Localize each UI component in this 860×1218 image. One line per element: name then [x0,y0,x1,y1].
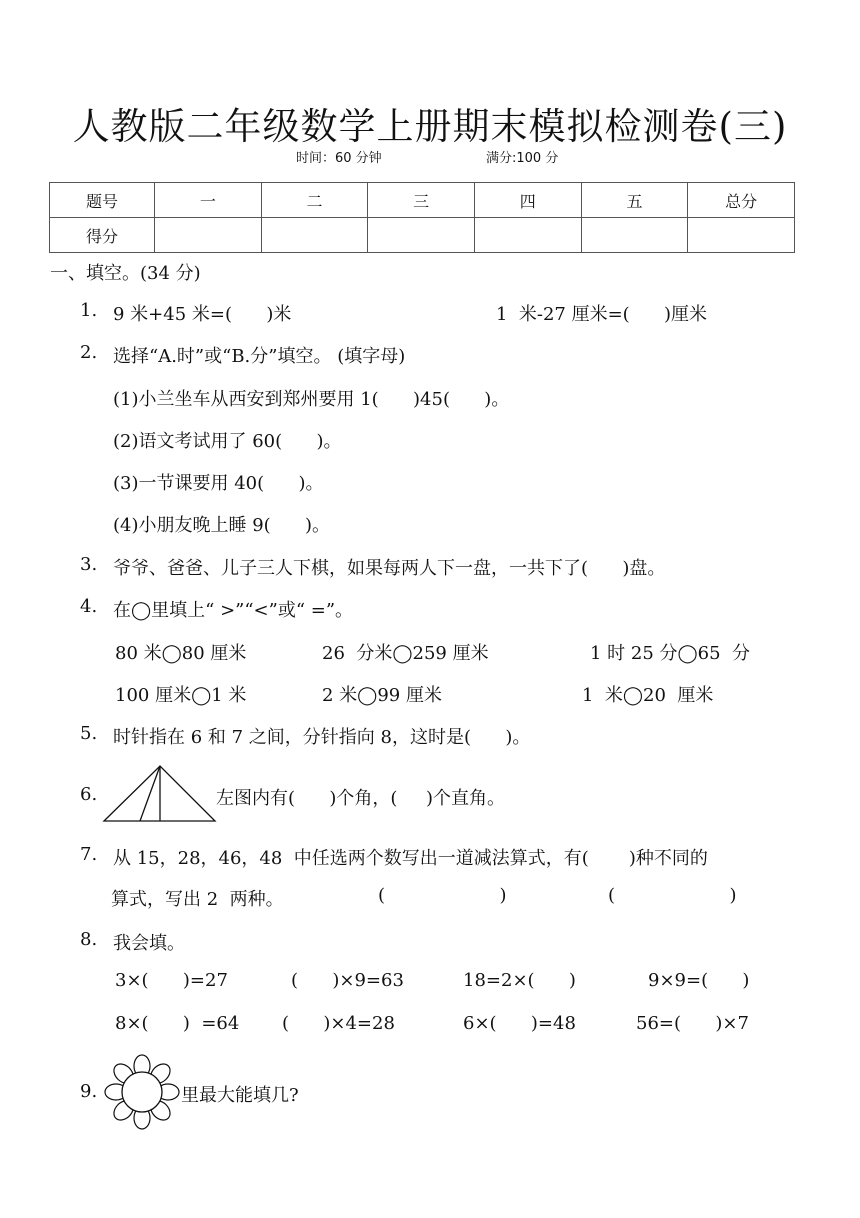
equation-item: ( )×9=63 [291,970,404,991]
question-number: 4. [80,596,98,617]
score-table-header: 一 [155,183,262,218]
equation-item: 9×9=( ) [648,970,750,991]
score-cell[interactable] [155,218,262,253]
q1-part-b: 1 米-27 厘米=( )厘米 [496,304,708,325]
compare-item: 1 时 25 分◯65 分 [590,643,751,664]
q2-item: (4)小朋友晚上睡 9( )。 [113,515,331,536]
q8-stem: 我会填。 [113,933,185,954]
q1-part-a: 9 米+45 米=( )米 [113,304,292,325]
q2-item: (3)一节课要用 40( )。 [113,473,324,494]
equation-item: 18=2×( ) [463,970,576,991]
q2-item: (1)小兰坐车从西安到郑州要用 1( )45( )。 [113,389,510,410]
equation-item: 6×( )=48 [463,1013,576,1034]
score-cell[interactable] [261,218,368,253]
flower-icon [104,1054,180,1130]
q2-stem: 选择“A.时”或“B.分”填空。 (填字母) [113,346,406,367]
compare-item: 80 米◯80 厘米 [115,643,247,664]
q9-text: 里最大能填几? [181,1085,299,1106]
q6-text: 左图内有( )个角，( )个直角。 [216,788,506,809]
question-number: 3. [80,554,98,575]
score-table-score-row [50,218,795,253]
question-number: 9. [80,1081,98,1102]
q2-item: (2)语文考试用了 60( )。 [113,431,342,452]
question-number: 7. [80,844,98,865]
section-heading: 一、填空。(34 分) [50,263,201,284]
q4-stem: 在◯里填上“ >”“<”或“ =”。 [113,600,354,621]
answer-blank[interactable]: ( ) [378,885,507,906]
compare-item: 2 米◯99 厘米 [322,685,442,706]
compare-item: 100 厘米◯1 米 [115,685,247,706]
score-table-header: 题号 [50,183,155,218]
score-table-header-row [50,183,795,218]
question-number: 2. [80,342,98,363]
compare-item: 26 分米◯259 厘米 [322,643,489,664]
score-cell[interactable] [581,218,688,253]
score-table-header: 五 [581,183,688,218]
score-table-header: 二 [261,183,368,218]
question-number: 8. [80,929,98,950]
answer-blank[interactable]: ( ) [608,885,737,906]
question-number: 1. [80,300,98,321]
score-cell[interactable] [368,218,475,253]
equation-item: 3×( )=27 [115,970,228,991]
question-number: 6. [80,784,98,805]
score-cell[interactable] [474,218,581,253]
score-table-header: 总分 [688,183,795,218]
time-info: 时间：60 分钟 [296,151,382,166]
equation-item: 56=( )×7 [636,1013,749,1034]
score-table-header: 三 [368,183,475,218]
score-info: 满分:100 分 [486,151,559,166]
q7-line1: 从 15，28，46，48 中任选两个数写出一道减法算式，有( )种不同的 [113,848,708,869]
score-row-label: 得分 [50,218,155,253]
compare-item: 1 米◯20 厘米 [582,685,714,706]
triangle-figure-icon [103,764,217,824]
equation-item: 8×( ) =64 [115,1013,240,1034]
score-table [49,182,795,253]
equation-item: ( )×4=28 [282,1013,395,1034]
score-cell[interactable] [688,218,795,253]
q3-text: 爷爷、爸爸、儿子三人下棋，如果每两人下一盘，一共下了( )盘。 [113,558,666,579]
question-number: 5. [80,723,98,744]
page-title: 人教版二年级数学上册期末模拟检测卷(三) [72,105,788,148]
score-table-header: 四 [474,183,581,218]
q5-text: 时针指在 6 和 7 之间，分针指向 8，这时是( )。 [113,727,531,748]
q7-line2: 算式，写出 2 两种。 [111,889,284,910]
